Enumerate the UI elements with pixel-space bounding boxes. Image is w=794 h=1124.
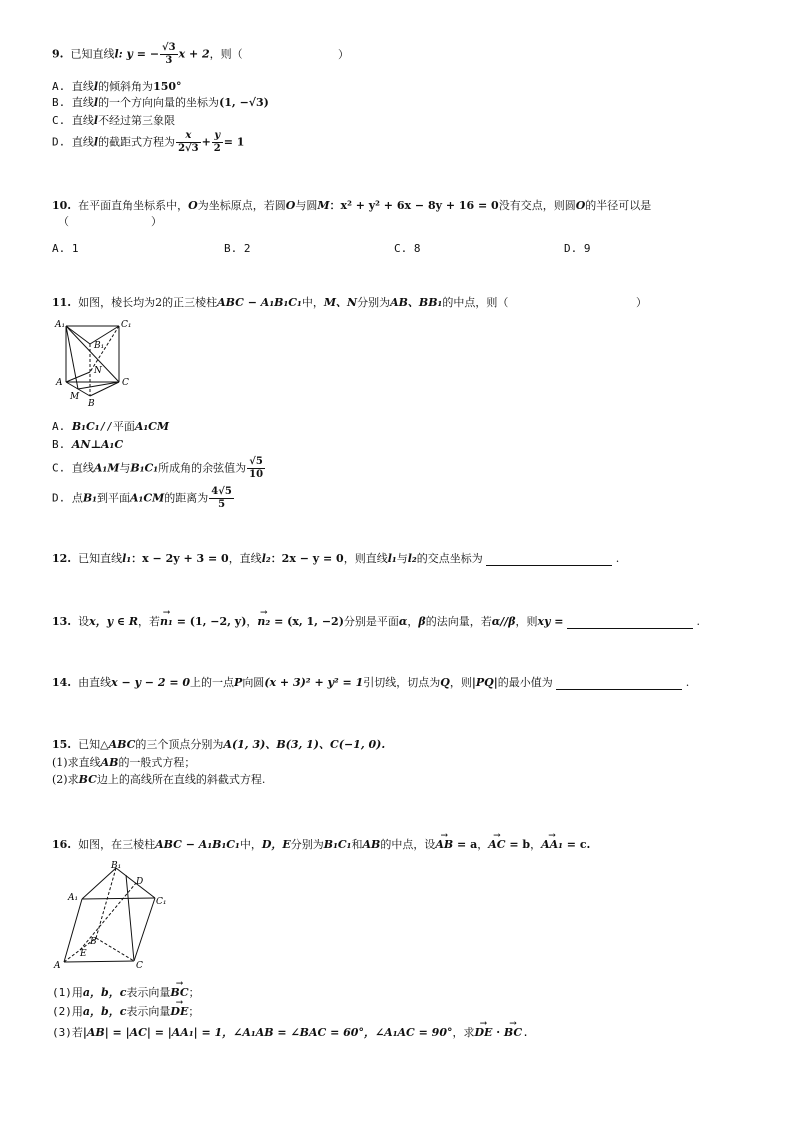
q9-option-c: C. 直线l不经过第三象限: [52, 114, 176, 127]
fig11-label-c: C: [122, 378, 129, 388]
fig11-label-a: A: [56, 378, 63, 388]
q9-option-d: D. 直线l的截距式方程为 $\frac{x}{2√3}$ + $\frac{y}{2}$ = 1: [52, 130, 245, 154]
q12-stem: 12. 已知直线l₁：x − 2y + 3 = 0，直线l₂：2x − y = 0，则直线l₁与l₂的交点坐标为 .: [52, 552, 620, 565]
q15-sub2: (2)求BC边上的高线所在直线的斜截式方程.: [52, 773, 266, 786]
q14-stem: 14. 由直线x − y − 2 = 0上的一点P向圆(x + 3)² + y² = 1引切线，切点为Q，则|PQ|的最小值为 .: [52, 676, 690, 689]
q11-prism-figure: [52, 316, 142, 408]
fig16-label-d: D: [136, 877, 144, 887]
q10-option-c: C. 8: [394, 242, 421, 255]
fig16-label-c1: C₁: [156, 897, 167, 907]
q10-stem: 10. 在平面直角坐标系中，O为坐标原点，若圆O与圆M：x² + y² + 6x − 8y + 16 = 0没有交点，则圆O的半径可以是: [52, 199, 652, 212]
q11-stem: 11. 如图，棱长均为2的正三棱柱ABC − A₁B₁C₁中，M、N分别为AB、BB₁的中点，则（: [52, 296, 509, 309]
fig16-label-a1: A₁: [68, 893, 79, 903]
fig11-label-b: B: [88, 399, 95, 408]
q10-option-d: D. 9: [564, 242, 591, 255]
q11-option-b: B. AN⊥A₁C: [52, 438, 124, 451]
fig11-label-m: M: [70, 392, 80, 402]
q15-sub1: (1)求直线AB的一般式方程；: [52, 756, 196, 769]
fig11-label-n: N: [94, 366, 102, 376]
q16-sub1: (1)用a，b，c表示向量→ BC；: [52, 986, 200, 1000]
q16-prism-figure: [50, 858, 170, 970]
q11-paren-close: ）: [636, 296, 647, 309]
q13-stem: 13. 设x，y ∈ R，若→ n₁ = (1, −2, y)，→ n₂ = (x, 1, −2)分别是平面α，β的法向量，若α//β，则xy = .: [52, 615, 700, 629]
fig16-label-b: B: [90, 937, 97, 947]
fig11-label-c1: C₁: [121, 320, 132, 330]
q16-stem: 16. 如图，在三棱柱ABC − A₁B₁C₁中，D，E分别为B₁C₁和AB的中点，设→ AB = a，→ AC = b，→ AA₁ = c.: [52, 838, 590, 852]
q12-answer-blank[interactable]: [486, 553, 612, 566]
q10-option-a: A. 1: [52, 242, 79, 255]
q16-sub3: (3)若|AB| = |AC| = |AA₁| = 1，∠A₁AB = ∠BAC = 60°，∠A₁AC = 90°，求→ DE · → BC.: [52, 1026, 529, 1040]
q13-answer-blank[interactable]: [567, 616, 693, 629]
q15-stem: 15. 已知△ABC的三个顶点分别为A(1, 3)、B(3, 1)、C(−1, 0).: [52, 738, 386, 751]
q9-stem: 9. 已知直线l: y = − $\frac{√3}{3}$ x + 2，则（: [52, 42, 243, 66]
fig11-label-a1: A₁: [55, 320, 66, 330]
fig16-label-a: A: [54, 961, 61, 970]
q16-sub2: (2)用a，b，c表示向量→ DE；: [52, 1005, 199, 1019]
q10-option-b: B. 2: [224, 242, 251, 255]
fig16-label-e: E: [80, 949, 87, 959]
q11-option-c: C. 直线A₁M与B₁C₁所成角的余弦值为 $\frac{√5}{10}$: [52, 456, 264, 480]
fig16-label-c: C: [136, 961, 143, 970]
fig11-label-b1: B₁: [94, 341, 105, 351]
q14-answer-blank[interactable]: [556, 677, 682, 690]
q11-option-a: A. B₁C₁//平面A₁CM: [52, 420, 170, 433]
q10-paren: （ ）: [58, 215, 162, 228]
fig16-label-b1: B₁: [111, 861, 122, 871]
q9-paren-close: ）: [338, 48, 349, 61]
q9-option-a: A. 直线l的倾斜角为150°: [52, 80, 182, 93]
q9-option-b: B. 直线l的一个方向向量的坐标为(1, −√3): [52, 96, 269, 109]
q11-option-d: D. 点B₁到平面A₁CM的距离为 $\frac{4√5}{5}$: [52, 486, 232, 510]
